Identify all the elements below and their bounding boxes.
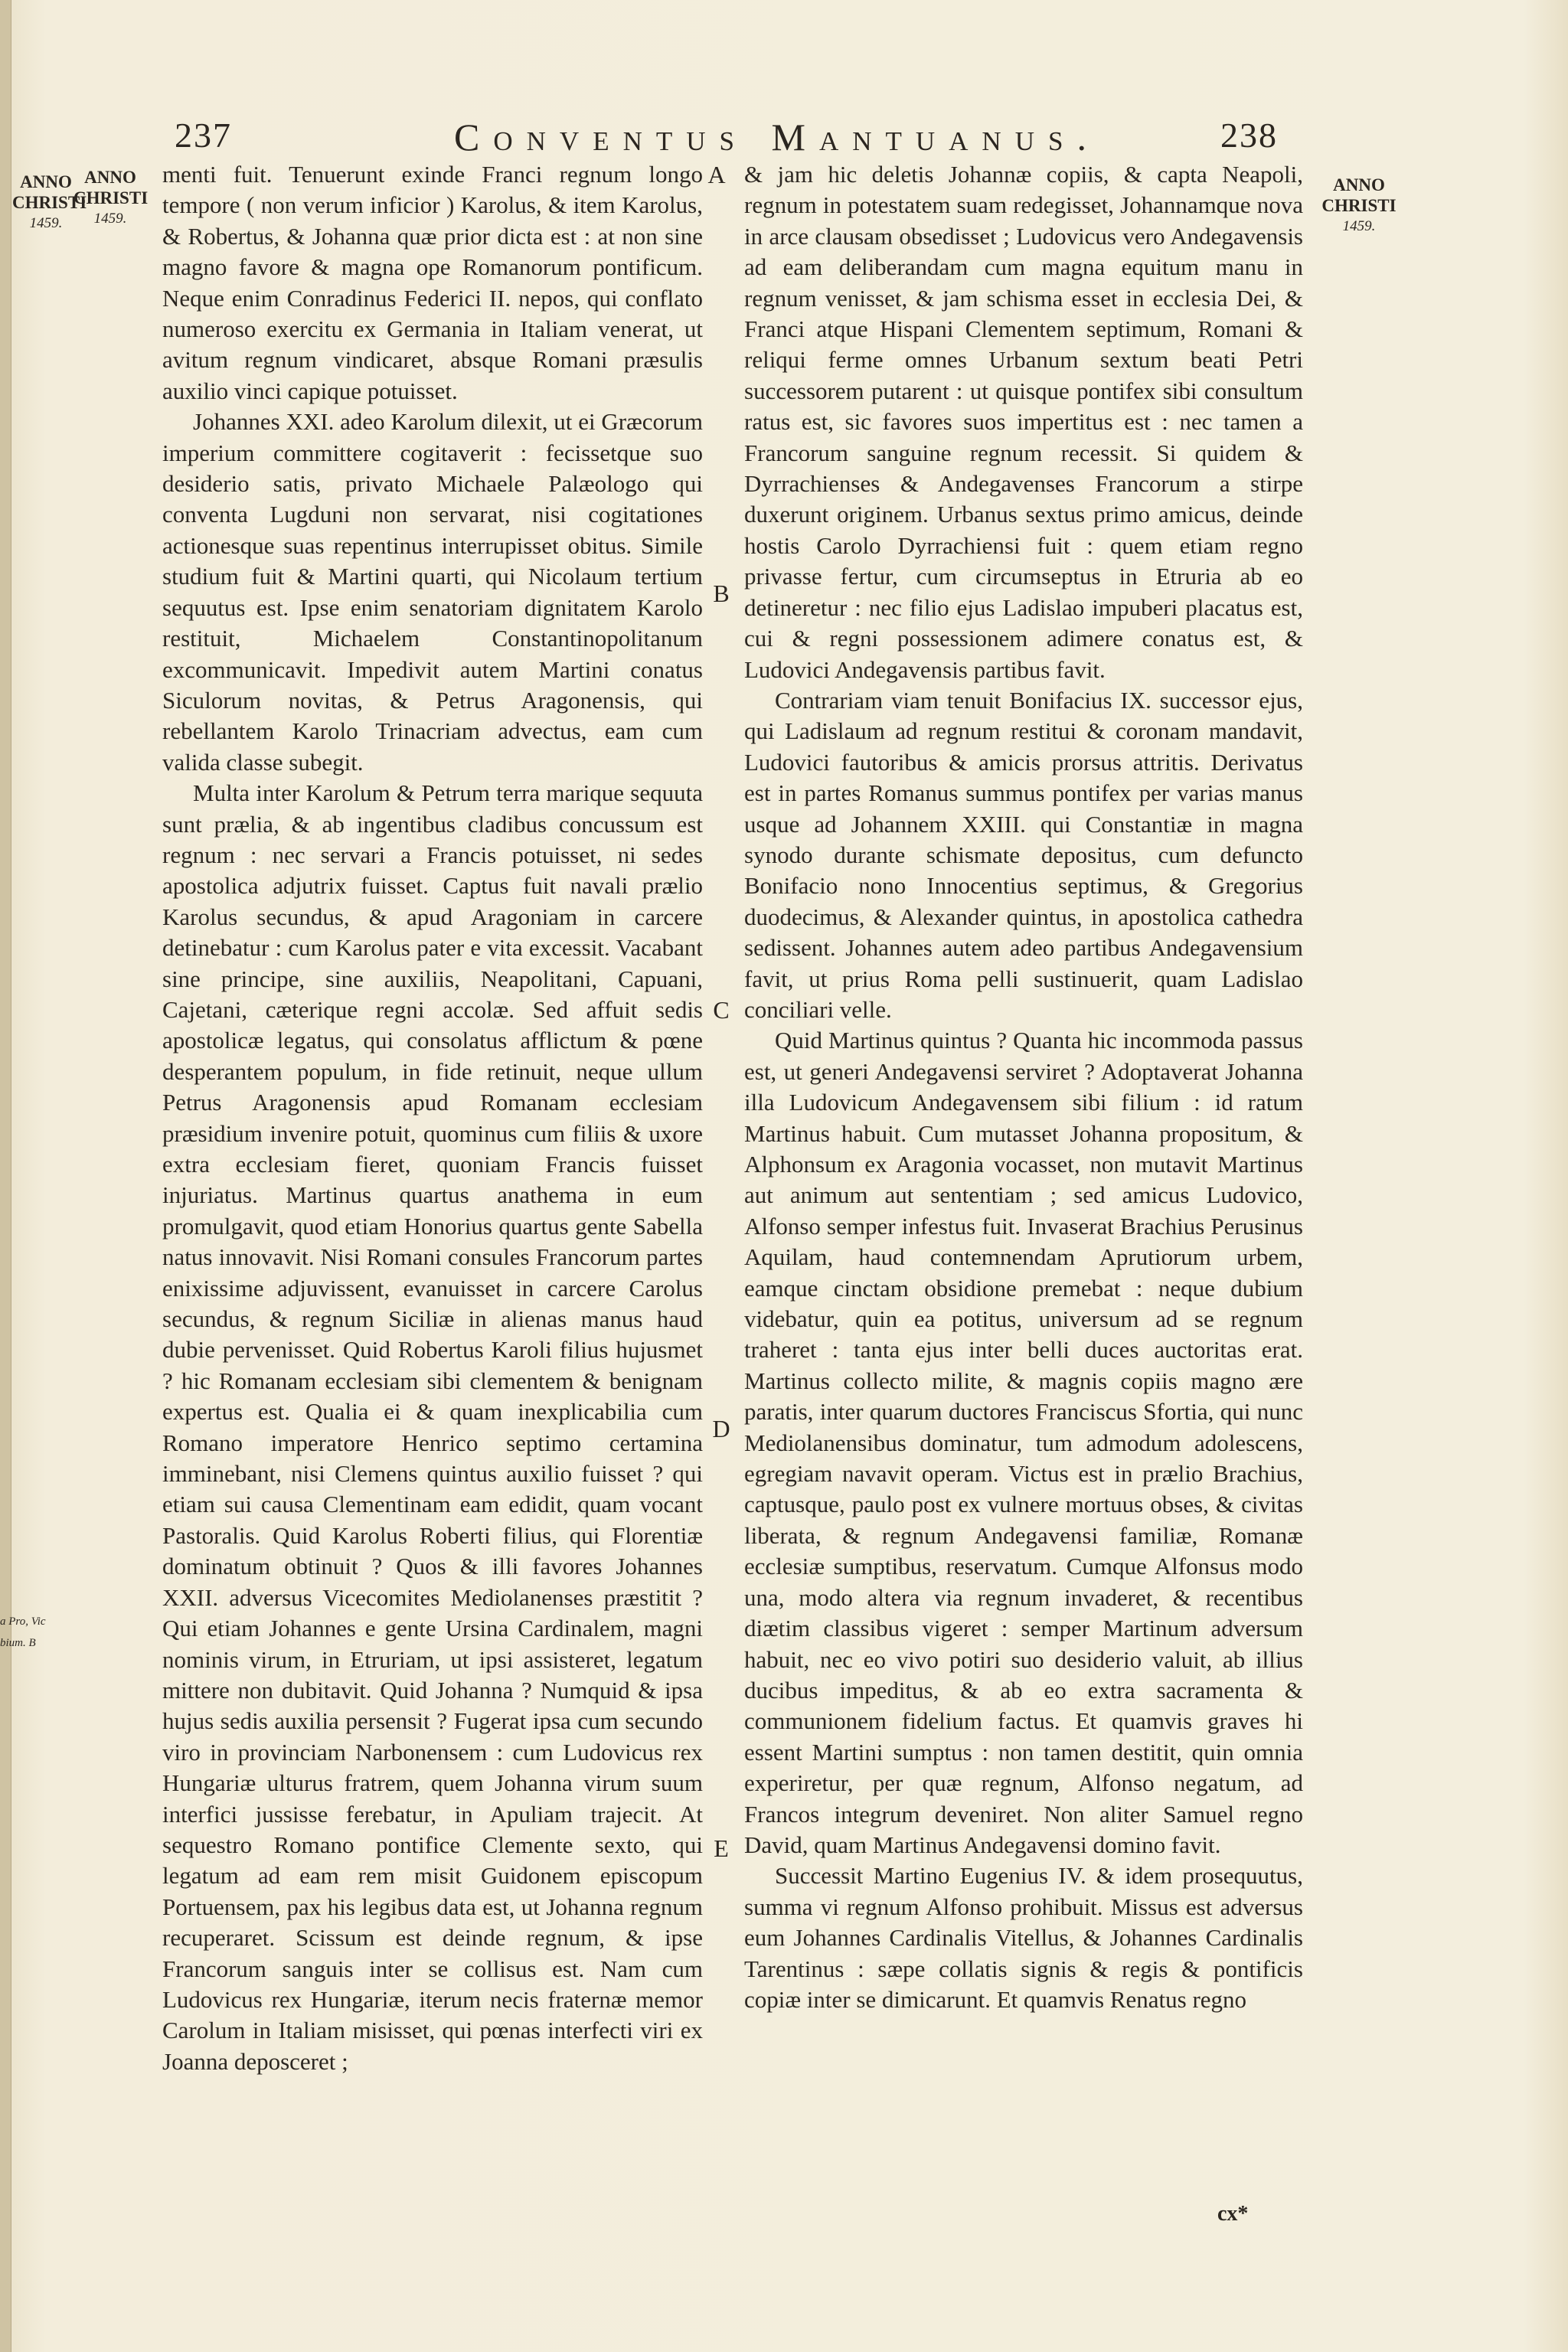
paragraph: Contrariam viam tenuit Bonifacius IX. successor ejus, qui Ladislaum ad regnum restitui & coronam mandavit, Ludovici fautoribus & amicis prorsus attritis. Derivatus est in partes Romanus summus pontifex per varias manus usque ad Johannem XXIII. qui Constantiæ in magna synodo durante schismate depositus, cum defuncto Bonifacio nono Innocentius septimus, & Gregorius duodecimus, & Alexander quintus, in apostolica cathedra sedissent. Johannes autem adeo partibus Andegavensium favit, ut prius Roma pelli sustinuerit, quam Ladislao conciliari velle. [744,686,1303,1023]
section-letter-e: E [714,1834,729,1862]
section-letter-b: B [713,580,730,607]
paragraph: Multa inter Karolum & Petrum terra marique sequuta sunt prælia, & ab ingentibus cladibus concussum est regnum : nec servari a Francis potuisset, ni sedes apostolica adjutrix fuisset. Captus fuit navali prælio Karolus secundus, & apud Aragoniam in carcere detinebatur : cum Karolus pater e vita excessit. Vacabant sine principe, sine auxiliis, Neapolitani, Capuani, Cajetani, cæterique regni accolæ. Sed affuit sedis apostolicæ legatus, qui consolatus afflictum & pœne desperantem populum, in fide retinuit, neque ullum Petrus Aragonensis apud Romanam ecclesiam præsidium invenire potuit, quominus cum filiis & uxore extra ecclesiam fieret, quoniam Francis fuisset injuriatus. Martinus quartus anathema in eum promulgavit, quod etiam Honorius quartus gente Sabella natus innovavit. Nisi Romani consules Francorum partes enixissime adjuvissent, evanuisset in carcere Carolus secundus, & regnum Siciliæ in alienas manus haud dubie pervenisset. Quid Robertus Karoli filius hujusmet ? hic Romanam ecclesiam sibi clementem & benignam expertus est. Qualia ei & quam inexplicabilia cum Romano imperatore Henrico septimo certamina imminebant, nisi Clemens quintus auxilio fuisset ? qui etiam sui causa Clementinam eam edidit, quam vocant Pastoralis. Quid Karolus Roberti filius, qui Florentiæ dominatum obtinuit ? Quos & illi favores Johannes XXII. adversus Vicecomites Mediolanenses præstitit ? Qui etiam Johannes e gente Ursina Cardinalem, magni nominis virum, in Etruriam, ut ipsi assisteret, legatum mittere non dubitavit. Quid Johanna ? Numquid & ipsa hujus sedis auxilia persensit ? Fugerat ipsa cum secundo viro in provinciam Narbonensem : cum Ludovicus rex Hungariæ ulturus fratrem, quem Johanna virum suum interfici jussisse ferebatur, in Apuliam trajecit. At sequestro Romano pontifice Clemente sexto, qui legatum ad eam rem misit Guidonem episcopum Portuensem, pax his legibus data est, ut Johanna regnum recuperaret. Scissum est deinde regnum, & ipse Francorum sanguis inter se collisus est. Nam cum Ludovicus rex Hungariæ, iterum necis fraternæ memor Carolum in Italiam misisset, qui pœnas interfecti viri ex Joanna deposceret ; [162,779,703,2075]
margin-note-label: ANNO CHRISTI [74,168,149,207]
margin-note-year: 1459. [29,215,63,231]
paragraph: Successit Martino Eugenius IV. & idem prosequutus, summa vi regnum Alfonso prohibuit. Missus est adversus eum Johannes Cardinalis Vitellus, & Johannes Cardinalis Tarentinus : sæpe collatis signis & regis & pontificis copiæ inter se dimicarunt. Et quamvis Renatus regno [744,1862,1303,2013]
margin-note-left [74,167,147,229]
section-letter-a: A [707,161,726,188]
margin-note-year: 1459. [1342,218,1376,234]
paragraph: Quid Martinus quintus ? Quanta hic incommoda passus est, ut generi Andegavensi serviret ? Adoptaverat Johanna illa Ludovicum Andegavensem sibi filium : id ratum Martinus habuit. Cum mutasset Johanna propositum, & Alphonsum ex Aragonia vocasset, non mutavit Martinus aut animum aut sententiam ; sed amicus Ludovico, Alfonso semper infestus fuit. Invaserat Brachius Perusinus Aquilam, haud contemnendam Aprutiorum urbem, eamque cinctam obsidione premebat : neque dubium videbatur, quin ea potitus, universum ad se regnum traheret : tanta ejus inter belli duces auctoritas erat. Martinus collecto milite, & magnis copiis magno ære paratis, inter quarum ductores Franciscus Sfortia, qui nunc Mediolanensibus dominatur, tum admodum adolescens, egregiam navavit operam. Victus est in prælio Brachius, captusque, paulo post ex vulnere mortuus obses, & civitas liberata, & regnum Andegavensi familiæ, Romanæ ecclesiæ sumptibus, reservatum. Cumque Alfonsus modo una, modo altera via regnum invaderet, & recentibus diætim classibus vigeret : semper Martinum adversum habuit, nec eo vivo potiri suo desiderio valuit, ab illius ducibus impeditus, & ab eo extra sacramenta & communionem fidelium factus. Et quamvis graves hi essent Martini sumptus : non tamen destitit, quin omnia experiretur, per quæ regnum, Alfonso negatum, ad Francos integrum deveniret. Non aliter Samuel regno David, quam Martinus Andegavensi domino favit. [744,1027,1303,1858]
running-title: Conventus Mantuanus. [454,116,1100,158]
paragraph: & jam hic deletis Johannæ copiis, & capta Neapoli, regnum in potestatem suam redegisset, Johannamque nova in arce clausam obsedisset ; Ludovicus vero Andegavensis ad eam deliberandam cum magna equitum manu in regnum venisset, & jam schisma esset in ecclesia Dei, & Franci atque Hispani Clementem septimum, Romani & reliqui ferme omnes Urbanum sextum beati Petri successorem putarent : ut quisque pontifex sibi consultum ratus est, sic favores suos impertitus est : nec tamen a Francorum sanguine regnum recessit. Si quidem & Dyrrachienses & Andegavenses Francorum a stirpe duxerunt originem. Urbanus sextus primo amicus, deinde hostis Carolo Dyrrachiensi fuit : quem etiam regno privasse fertur, cum circumseptus in Etruria ab eo detineretur : nec filio ejus Ladislao impuberi placatus est, cui & regni possessionem adimere conatus est, & Ludovici Andegavensis partibus favit. [744,161,1303,683]
text-column-right [744,159,1303,2015]
text-column-left [162,159,703,2077]
page-number-right: 238 [1220,116,1278,155]
paragraph: menti fuit. Tenuerunt exinde Franci regnum longo tempore ( non verum inficior ) Karolus, & item Karolus, & Robertus, & Johanna quæ prior dicta est : at non sine magno favore & magna ope Romanorum pontificum. Neque enim Conradinus Federici II. nepos, qui conflato numeroso exercitu ex Germania in Italiam venerat, ut avitum regnum vindicaret, absque Romani præsulis auxilio vinci capique potuisset. [162,161,703,404]
margin-note-right [1302,175,1416,237]
margin-note-label: ANNO CHRISTI [12,172,87,212]
section-letter-c: C [713,996,730,1024]
margin-note-previous-page [12,172,87,234]
margin-note-label: ANNO CHRISTI [1321,175,1396,215]
section-letter-d: D [712,1415,730,1442]
side-reference-note: a Pro, Vic bium. B [0,1615,46,1649]
signature-mark: cx* [1217,2202,1249,2226]
margin-note-year: 1459. [93,211,127,227]
page-number-left: 237 [175,116,232,155]
previous-page-edge [0,0,11,2352]
paragraph: Johannes XXI. adeo Karolum dilexit, ut ei Græcorum imperium committere cogitaverit : fecissetque suo desiderio satis, privato Michaele Palæologo qui conventa Lugduni non servarat, nisi cogitationes actionesque suas repentinus interrupisset obitus. Simile studium fuit & Martini quarti, qui Nicolaum tertium sequutus est. Ipse enim senatoriam dignitatem Karolo restituit, Michaelem Constantinopolitanum excommunicavit. Impedivit autem Martini conatus Siculorum novitas, & Petrus Aragonensis, qui rebellantem Karolo Trinacriam advectus, eam cum valida classe subegit. [162,408,703,776]
